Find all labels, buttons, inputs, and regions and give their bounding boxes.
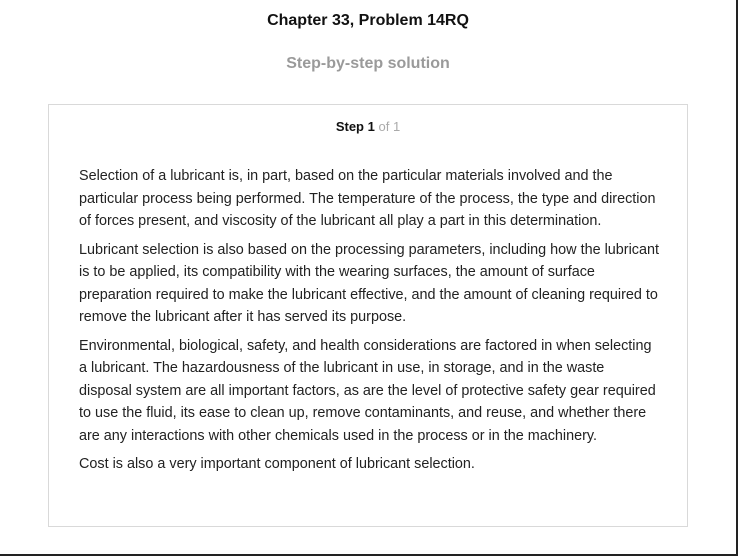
solution-subtitle: Step-by-step solution [286, 55, 450, 72]
step-label-prefix: Step [335, 119, 364, 134]
step-number: 1 [367, 119, 375, 134]
step-label [336, 119, 375, 134]
step-header [49, 119, 687, 134]
step-paragraph: Selection of a lubricant is, in part, based on the particular materials involved and the particular process being performed. The temperature of the process, the type and direction of forces present, and viscosity of the lubricant all play a part in this determination. [79, 168, 656, 229]
step-paragraph: Lubricant selection is also based on the processing parameters, including how the lubricant is to be applied, its compatibility with the wearing surfaces, the amount of surface preparation required to make the lubricant effective, and the amount of cleaning required to remove the lubricant after it has served its purpose. [79, 241, 659, 325]
step-card [48, 104, 688, 527]
step-count: of 1 [378, 119, 401, 134]
step-paragraph: Cost is also a very important component of lubricant selection. [79, 456, 475, 472]
step-paragraph: Environmental, biological, safety, and health considerations are factored in when selecting a lubricant. The hazardousness of the lubricant in use, in storage, and in the waste disposal system are all important factors, as are the level of protective safety gear required to use the fluid, its ease to clean up, remove contaminants, and reuse, and whether there are any interactions with other chemicals used in the process or in the machinery. [79, 337, 656, 444]
chapter-title: Chapter 33, Problem 14RQ [267, 12, 469, 29]
step-body [79, 165, 661, 482]
